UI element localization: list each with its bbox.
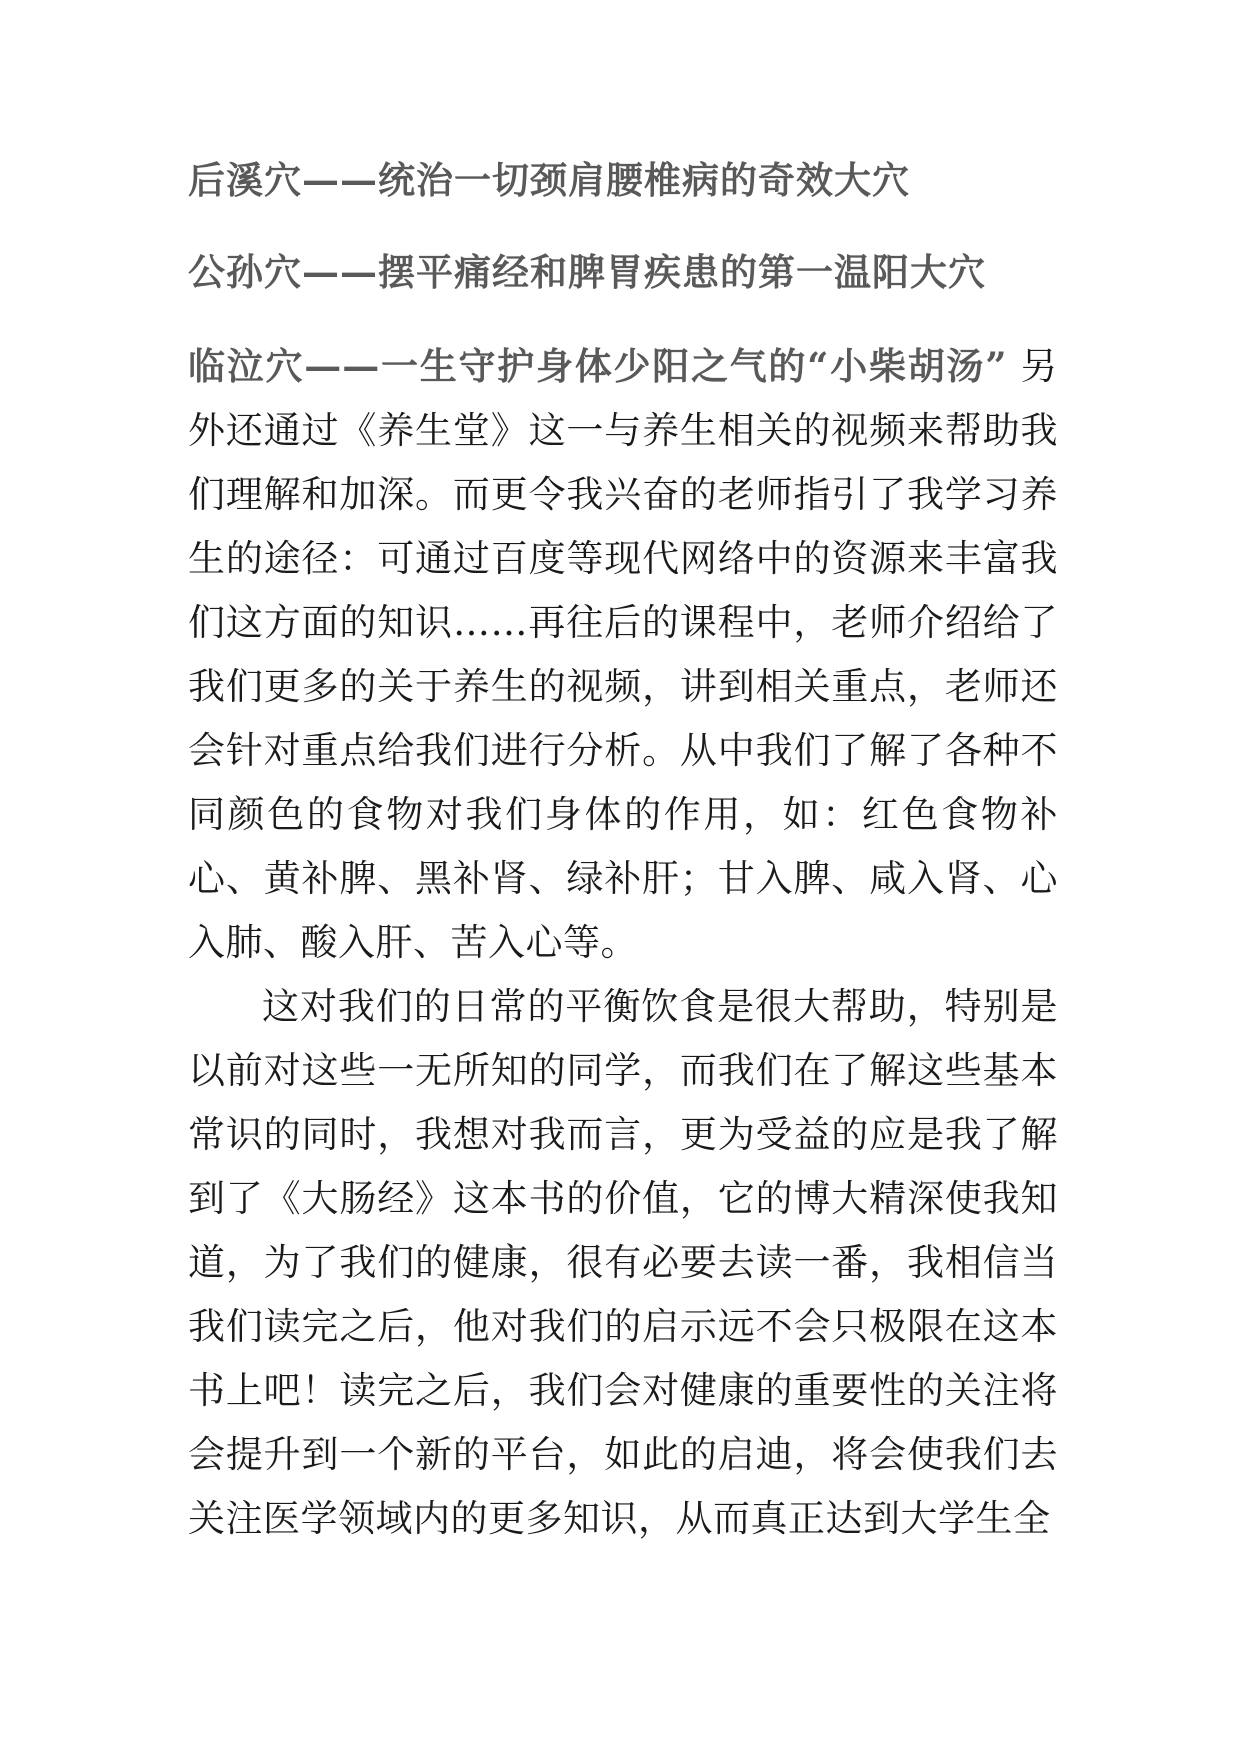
paragraph-balanced-diet: 这对我们的日常的平衡饮食是很大帮助，特别是以前对这些一无所知的同学，而我们在了解这些基本常识的同时，我想对我而言，更为受益的应是我了解到了《大肠经》这本书的价值，它的博大精深使我知道，为了我们的健康，很有必要去读一番，我相信当我们读完之后，他对我们的启示远不会只极限在这本书上吧！读完之后，我们会对健康的重要性的关注将会提升到一个新的平台，如此的启迪，将会使我们去关注医学领域内的更多知识，从而真正达到大学生全: [188, 985, 1058, 1540]
paragraph-linqi: [188, 334, 1058, 975]
heading-linqi: 临泣穴——一生守护身体少阳之气的“小柴胡汤”: [188, 344, 1008, 388]
heading-gongsun: 公孙穴——摆平痛经和脾胃疾患的第一温阳大穴: [188, 250, 986, 294]
heading-houxi: 后溪穴——统治一切颈肩腰椎病的奇效大穴: [188, 158, 910, 202]
document-page: [188, 150, 1058, 1551]
paragraph-body: 另外还通过《养生堂》这一与养生相关的视频来帮助我们理解和加深。而更令我兴奋的老师指引了我学习养生的途径：可通过百度等现代网络中的资源来丰富我们这方面的知识……再往后的课程中，老师介绍给了我们更多的关于养生的视频，讲到相关重点，老师还会针对重点给我们进行分析。从中我们了解了各种不同颜色的食物对我们身体的作用，如：红色食物补心、黄补脾、黑补肾、绿补肝；甘入脾、咸入肾、心入肺、酸入肝、苦入心等。: [188, 345, 1058, 964]
